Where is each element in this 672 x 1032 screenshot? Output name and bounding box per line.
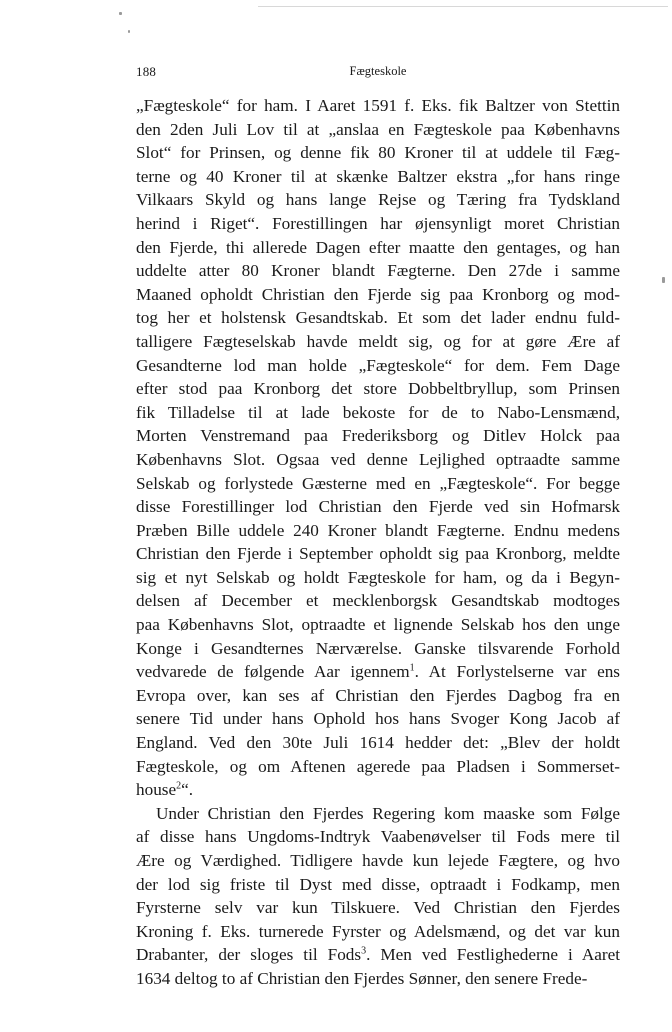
text-line: Under Christian den Fjerdes Regering kom maaske som Følge	[156, 803, 620, 823]
scan-speck	[128, 30, 130, 33]
text-line: den 2den Juli Lov til at „anslaa en Fægteskole paa Københavns	[136, 119, 620, 139]
text-line: Slot“ for Prinsen, og denne fik 80 Kroner til at uddele til Fæg-	[136, 143, 620, 163]
text-line: delsen af December et mecklenborgsk Gesandtskab modtoges	[136, 591, 620, 611]
text-line: Maaned opholdt Christian den Fjerde sig paa Kronborg og mod-	[136, 284, 620, 304]
paragraph	[136, 94, 620, 802]
text-line: house$^2$“.	[136, 780, 194, 800]
footnote-ref: 2	[176, 780, 182, 792]
body-text	[136, 94, 620, 991]
text-line: herind i Riget“. Forestillingen har øjensynligt moret Christian	[136, 213, 620, 233]
text-line: uddelte atter 80 Kroner blandt Fægterne. Den 27de i samme	[136, 261, 620, 281]
text-line: vedvarede de følgende Aar igennem$^1$. At Forlystelserne var ens	[136, 662, 620, 682]
paragraph	[136, 802, 620, 991]
text-line: Københavns Slot. Ogsaa ved denne Lejlighed optraadte samme	[136, 449, 620, 469]
text-line: talligere Fægteselskab havde meldt sig, og for at gøre Ære af	[136, 331, 620, 351]
scan-speck	[662, 277, 665, 283]
text-line: tog her et holstensk Gesandtskab. Et som det lader endnu fuld-	[136, 308, 620, 328]
running-title: Fægteskole	[349, 64, 407, 78]
text-line: der lod sig friste til Dyst med disse, optraadt i Fodkamp, men	[136, 874, 620, 894]
footnote-ref: 1	[409, 662, 415, 674]
text-line: paa Københavns Slot, optraadte et lignende Selskab hos den unge	[136, 615, 620, 635]
text-line: Konge i Gesandternes Nærværelse. Ganske tilsvarende Forhold	[136, 638, 620, 658]
text-line: Fyrsterne selv var kun Tilskuere. Ved Christian den Fjerdes	[136, 898, 620, 918]
text-line: efter stod paa Kronborg det store Dobbeltbryllup, som Prinsen	[136, 379, 620, 399]
text-line: Kroning f. Eks. turnerede Fyrster og Adelsmænd, og det var kun	[136, 921, 620, 941]
text-line: Præben Bille uddele 240 Kroner blandt Fægterne. Endnu medens	[136, 520, 620, 540]
text-line: terne og 40 Kroner til at skænke Baltzer ekstra „for hans ringe	[136, 166, 620, 186]
page-header	[136, 64, 620, 84]
text-line: Morten Venstremand paa Frederiksborg og Ditlev Holck paa	[136, 426, 620, 446]
text-line: 1634 deltog to af Christian den Fjerdes Sønner, den senere Frede-	[136, 968, 588, 988]
footnote-ref: 3	[361, 945, 367, 957]
text-line: Evropa over, kan ses af Christian den Fjerdes Dagbog fra en	[136, 685, 620, 705]
scan-edge-line	[258, 6, 668, 7]
text-line: England. Ved den 30te Juli 1614 hedder det: „Blev der holdt	[136, 733, 620, 753]
text-line: Gesandterne lod man holde „Fægteskole“ for dem. Fem Dage	[136, 355, 620, 375]
text-line: senere Tid under hans Ophold hos hans Svoger Kong Jacob af	[136, 709, 620, 729]
text-line: fik Tilladelse til at lade bekoste for de to Nabo-Lensmænd,	[136, 402, 620, 422]
text-line: Ære og Værdighed. Tidligere havde kun lejede Fægtere, og hvo	[136, 851, 620, 870]
text-line: Vilkaars Skyld og hans lange Rejse og Tæring fra Tydskland	[136, 190, 620, 210]
page-number: 188	[136, 64, 157, 79]
text-line: den Fjerde, thi allerede Dagen efter maatte den gentages, og han	[136, 237, 620, 257]
text-line: Drabanter, der sloges til Fods$^3$. Men ved Festlighederne i Aaret	[136, 945, 620, 965]
text-line: Christian den Fjerde i September opholdt sig paa Kronborg, meldte	[136, 544, 620, 564]
text-line: Fægteskole, og om Aftenen agerede paa Pladsen i Sommerset-	[136, 756, 620, 776]
scan-speck	[119, 12, 122, 15]
text-line: af disse hans Ungdoms-Indtryk Vaabenøvelser til Fods mere til	[136, 827, 620, 847]
text-line: disse Forestillinger lod Christian den Fjerde ved sin Hofmarsk	[136, 497, 620, 517]
text-line: sig et nyt Selskab og holdt Fægteskole for ham, og da i Begyn-	[136, 567, 620, 587]
text-line: „Fægteskole“ for ham. I Aaret 1591 f. Eks. fik Baltzer von Stettin	[136, 96, 620, 115]
text-line: Selskab og forlystede Gæsterne med en „Fægteskole“. For begge	[136, 473, 620, 493]
